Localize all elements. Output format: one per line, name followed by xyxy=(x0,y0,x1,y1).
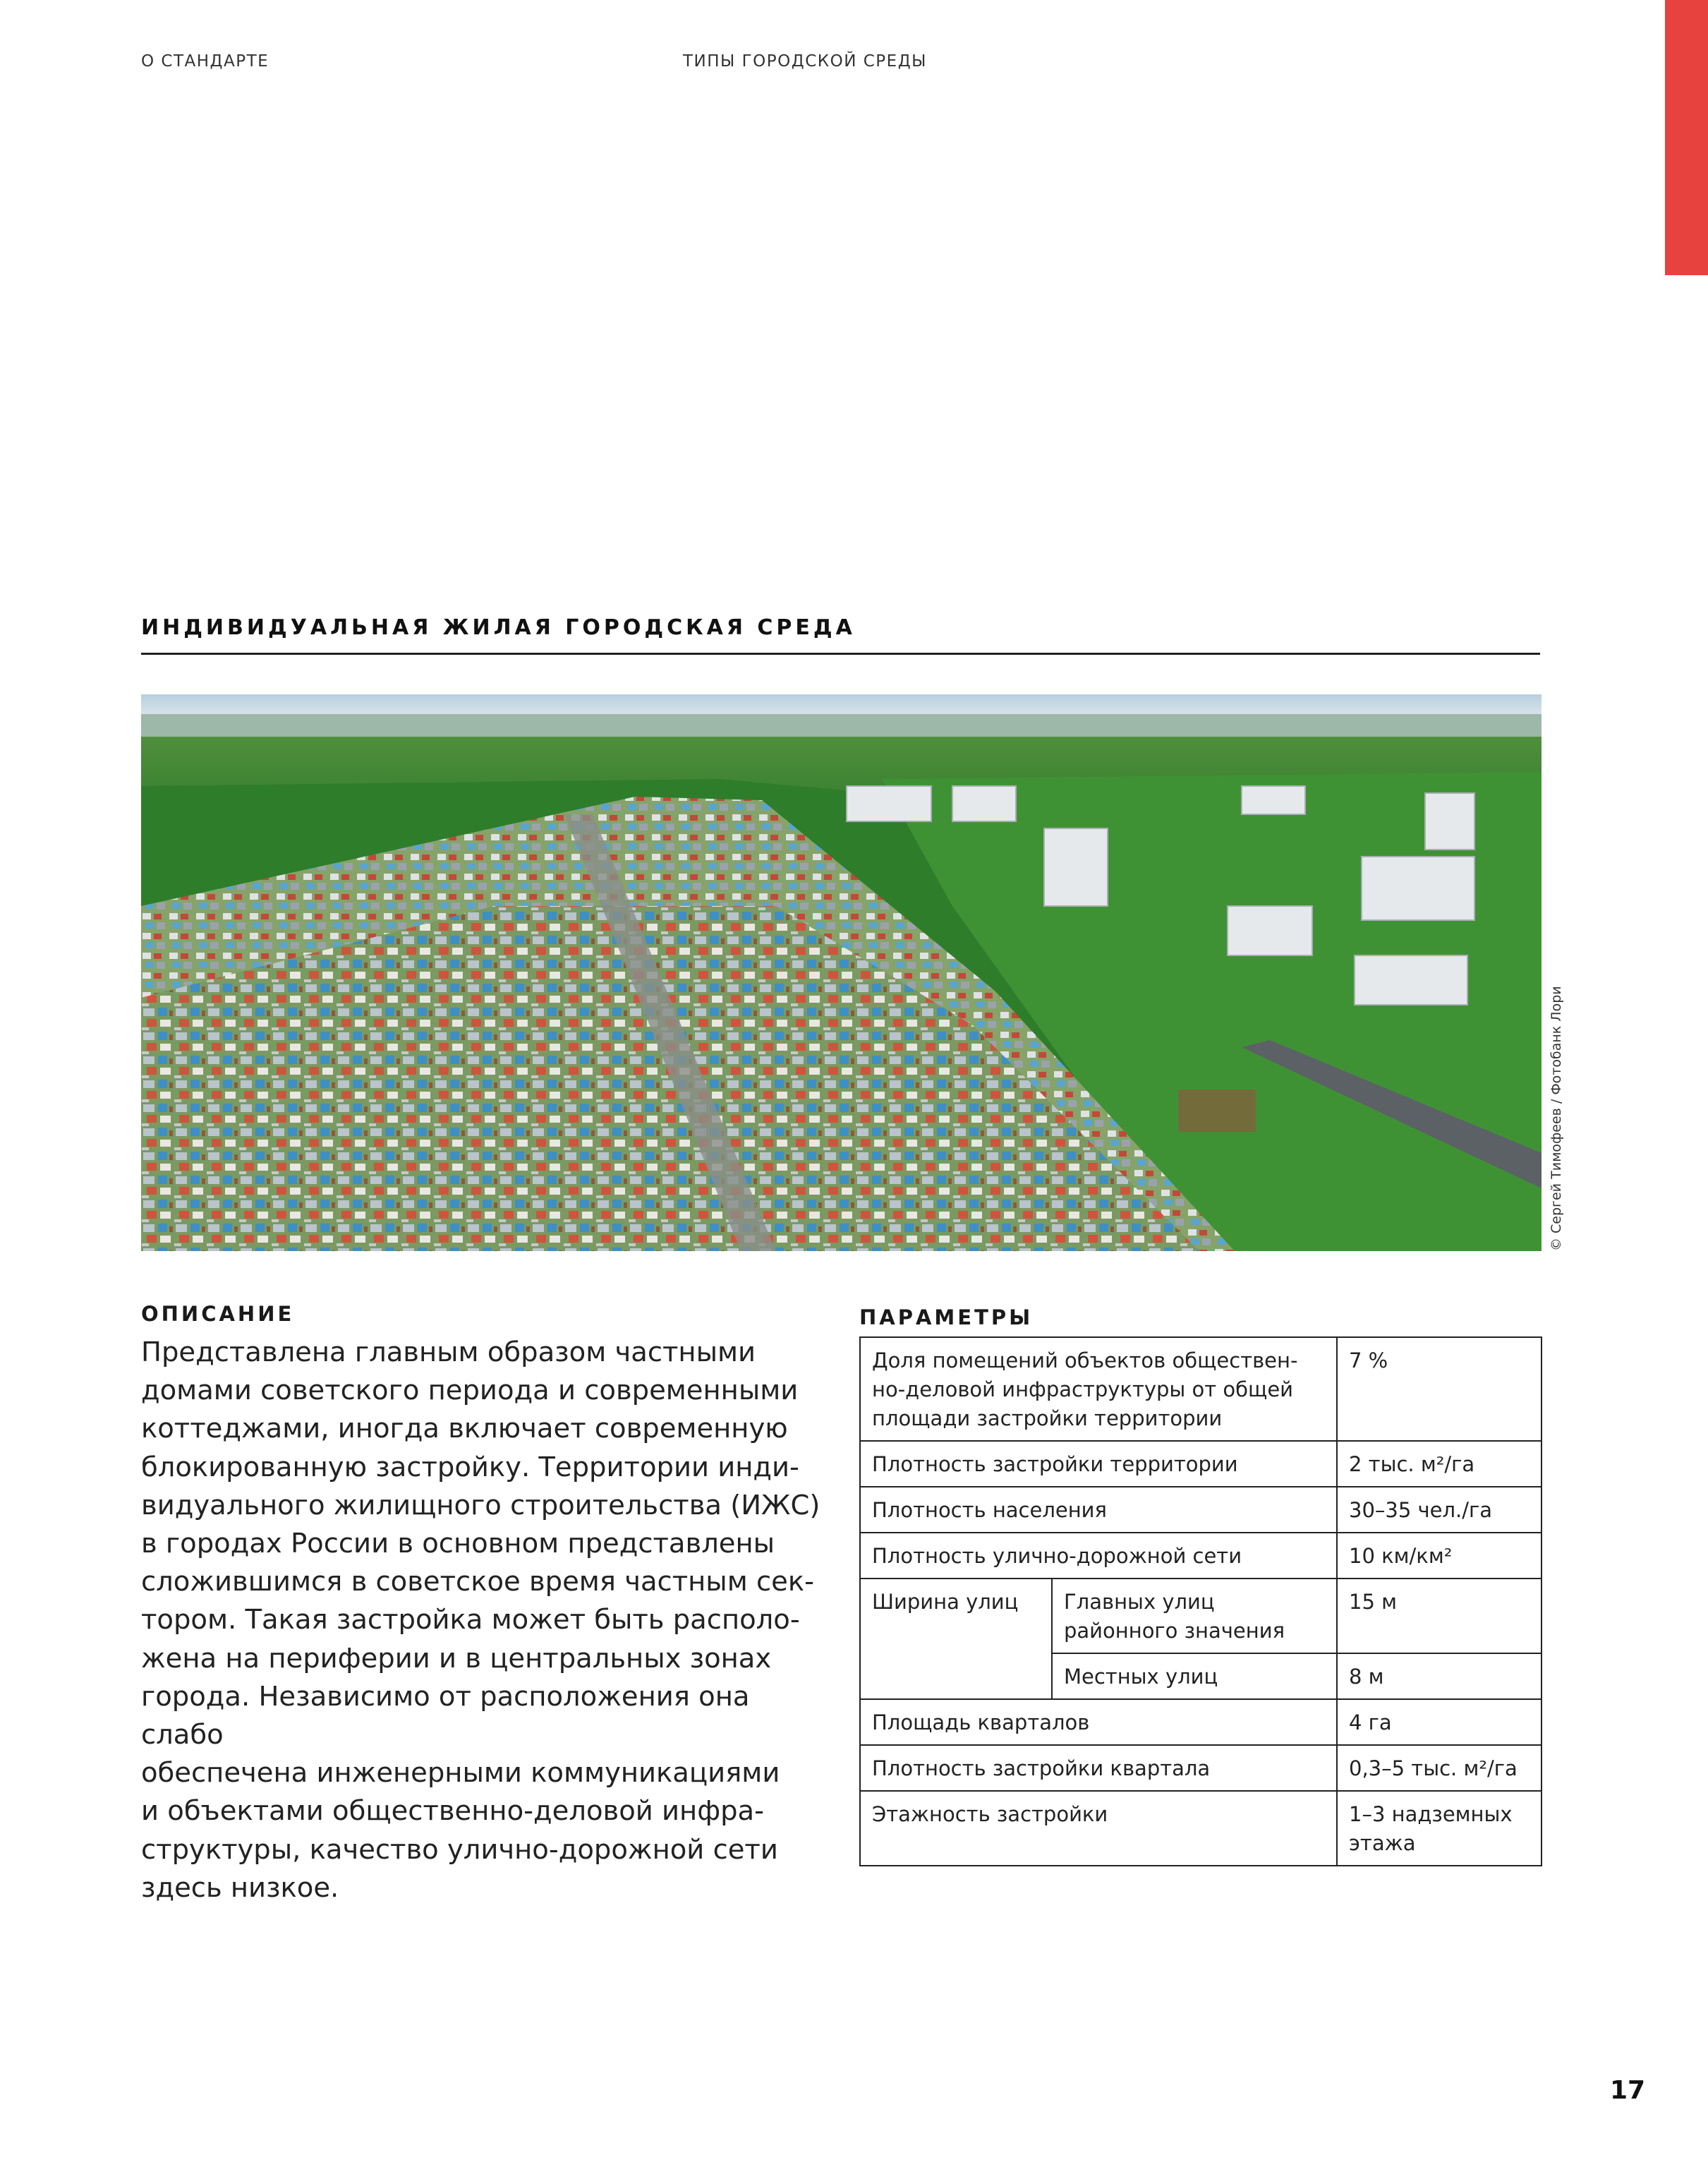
param-label xyxy=(860,1791,1337,1866)
param-label-text: Этажность застройки xyxy=(872,1802,1108,1826)
param-label-street-width xyxy=(860,1579,1052,1699)
description-text: Представлена главным образом частными домами советского периода и современными коттеджами, иногда включает современную блокированную застройку. Территории инди- видуального жилищного строительства (ИЖС) в городах России в основном представлены сложившимся в советское время частным сек- тором. Такая застройка может быть располо- жена на периферии и в центральных зонах города. Независимо от расположения она слабо обеспечена инженерными коммуникациями и объектами общественно-деловой инфра- структуры, качество улично-дорожной сети здесь низкое. xyxy=(141,1336,820,1904)
table-row xyxy=(860,1487,1542,1533)
page-number: 17 xyxy=(1610,2076,1646,2105)
param-value xyxy=(1337,1745,1542,1791)
param-value-text: 30–35 чел./га xyxy=(1349,1498,1493,1522)
param-value-text: 4 га xyxy=(1349,1710,1392,1734)
param-label-text: Площадь кварталов xyxy=(872,1710,1090,1734)
param-label xyxy=(860,1533,1337,1579)
param-label xyxy=(860,1441,1337,1487)
running-head-chapter: ТИПЫ ГОРОДСКОЙ СРЕДЫ xyxy=(683,52,927,71)
section-title: ИНДИВИДУАЛЬНАЯ ЖИЛАЯ ГОРОДСКАЯ СРЕДА xyxy=(141,615,856,640)
param-value xyxy=(1337,1441,1542,1487)
parameters-table xyxy=(859,1336,1542,1866)
table-row xyxy=(860,1699,1542,1745)
param-value-text: 7 % xyxy=(1349,1348,1388,1372)
param-value xyxy=(1337,1791,1542,1866)
param-value xyxy=(1337,1487,1542,1533)
param-label-text: Плотность застройки квартала xyxy=(872,1756,1211,1780)
param-label-text: Ширина улиц xyxy=(872,1590,1019,1614)
section-divider xyxy=(141,653,1540,655)
parameters-heading: ПАРАМЕТРЫ xyxy=(859,1305,1034,1329)
param-label xyxy=(860,1745,1337,1791)
param-value-text: 10 км/км² xyxy=(1349,1544,1453,1568)
param-value-text: 8 м xyxy=(1349,1665,1384,1689)
aerial-photo xyxy=(141,694,1542,1251)
table-row xyxy=(860,1441,1542,1487)
param-value-text: 0,3–5 тыс. м²/га xyxy=(1349,1756,1518,1780)
param-sublabel xyxy=(1052,1579,1337,1653)
chapter-color-tab xyxy=(1665,0,1708,275)
param-label xyxy=(860,1699,1337,1745)
param-label-text: Плотность улично-дорожной сети xyxy=(872,1544,1242,1568)
param-label xyxy=(860,1337,1337,1441)
param-value-text: 15 м xyxy=(1349,1590,1398,1614)
param-sublabel xyxy=(1052,1653,1337,1699)
param-sublabel-text: Главных улиц районного значения xyxy=(1064,1590,1285,1643)
param-value-text: 2 тыс. м²/га xyxy=(1349,1452,1475,1476)
table-row xyxy=(860,1791,1542,1866)
table-row xyxy=(860,1579,1542,1653)
table-row xyxy=(860,1533,1542,1579)
param-value xyxy=(1337,1579,1542,1653)
param-value xyxy=(1337,1699,1542,1745)
param-label-text: Плотность застройки территории xyxy=(872,1452,1238,1476)
running-head-section: О СТАНДАРТЕ xyxy=(141,52,269,71)
table-row xyxy=(860,1337,1542,1441)
param-sublabel-text: Местных улиц xyxy=(1064,1665,1218,1689)
description-heading: ОПИСАНИЕ xyxy=(141,1302,295,1326)
photo-credit: © Сергей Тимофеев / Фотобанк Лори xyxy=(1549,986,1564,1251)
param-label-text: Доля помещений объектов обществен- но-деловой инфраструктуры от общей площади застройки территории xyxy=(872,1348,1298,1430)
param-value xyxy=(1337,1533,1542,1579)
param-label-text: Плотность населения xyxy=(872,1498,1107,1522)
param-label xyxy=(860,1487,1337,1533)
param-value xyxy=(1337,1653,1542,1699)
param-value-text: 1–3 надземных этажа xyxy=(1349,1802,1513,1855)
table-row xyxy=(860,1745,1542,1791)
param-value xyxy=(1337,1337,1542,1441)
